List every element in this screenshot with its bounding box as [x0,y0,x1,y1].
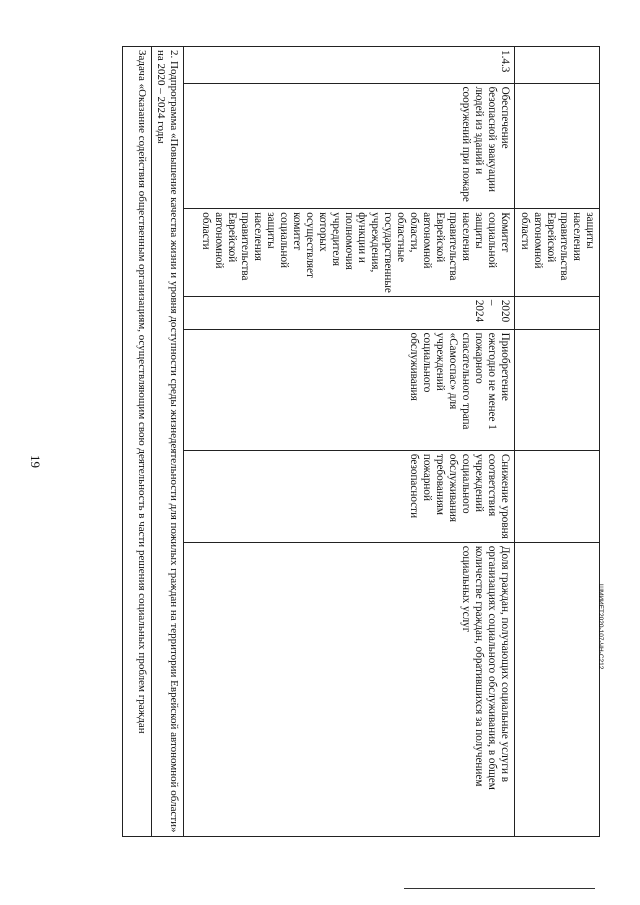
table-row [123,47,152,837]
period-cell: 2020 – 2024 [184,296,515,329]
table-row [515,47,600,837]
indicator-cell: Доля граждан, получающих социальные услуги в организациях социального обслуживания, в общем количестве граждан, обратившихся за получением социальных услуг [184,542,515,836]
executor-cell: защиты населения правительства Еврейской автономной области [515,209,600,297]
subprogram-heading: 2. Подпрограмма «Повышение качества жизни и уровня доступности среды жизнедеятельности для пожилых граждан на территории Еврейской автономной области» на 2020 – 2024 годы [152,47,184,837]
executor-cell: Комитет социальной защиты населения правительства Еврейской автономной области, областные государственные учреждения, функции и полномочия учредителя которых осуществляет комитет социальной защиты населения правительства Еврейской автономной области [184,209,515,297]
footer-divider [404,888,595,889]
content-cell: Приобретение ежегодно не менее 1 пожарного спасательного трапа «Самоспас» для учреждений социального обслуживания [184,329,515,450]
document-stamp: ШМИИЕТ2020-107-ЧН-С212 [597,584,604,670]
table-row [184,47,515,837]
task-heading: Задача «Оказание содействия общественным организациям, осуществляющим свою деятельность в части решения социальных проблем граждан [123,47,152,837]
row-number: 1.4.3 [184,47,515,84]
page-number: 19 [28,455,43,468]
measure-name: Обеспечение безопасной эвакуации людей из зданий и сооружений при пожаре [184,83,515,209]
table-row [152,47,184,837]
result-cell: Снижение уровня соответствия учреждений социального обслуживания требованиям пожарной безопасности [184,450,515,542]
program-table [110,46,600,837]
